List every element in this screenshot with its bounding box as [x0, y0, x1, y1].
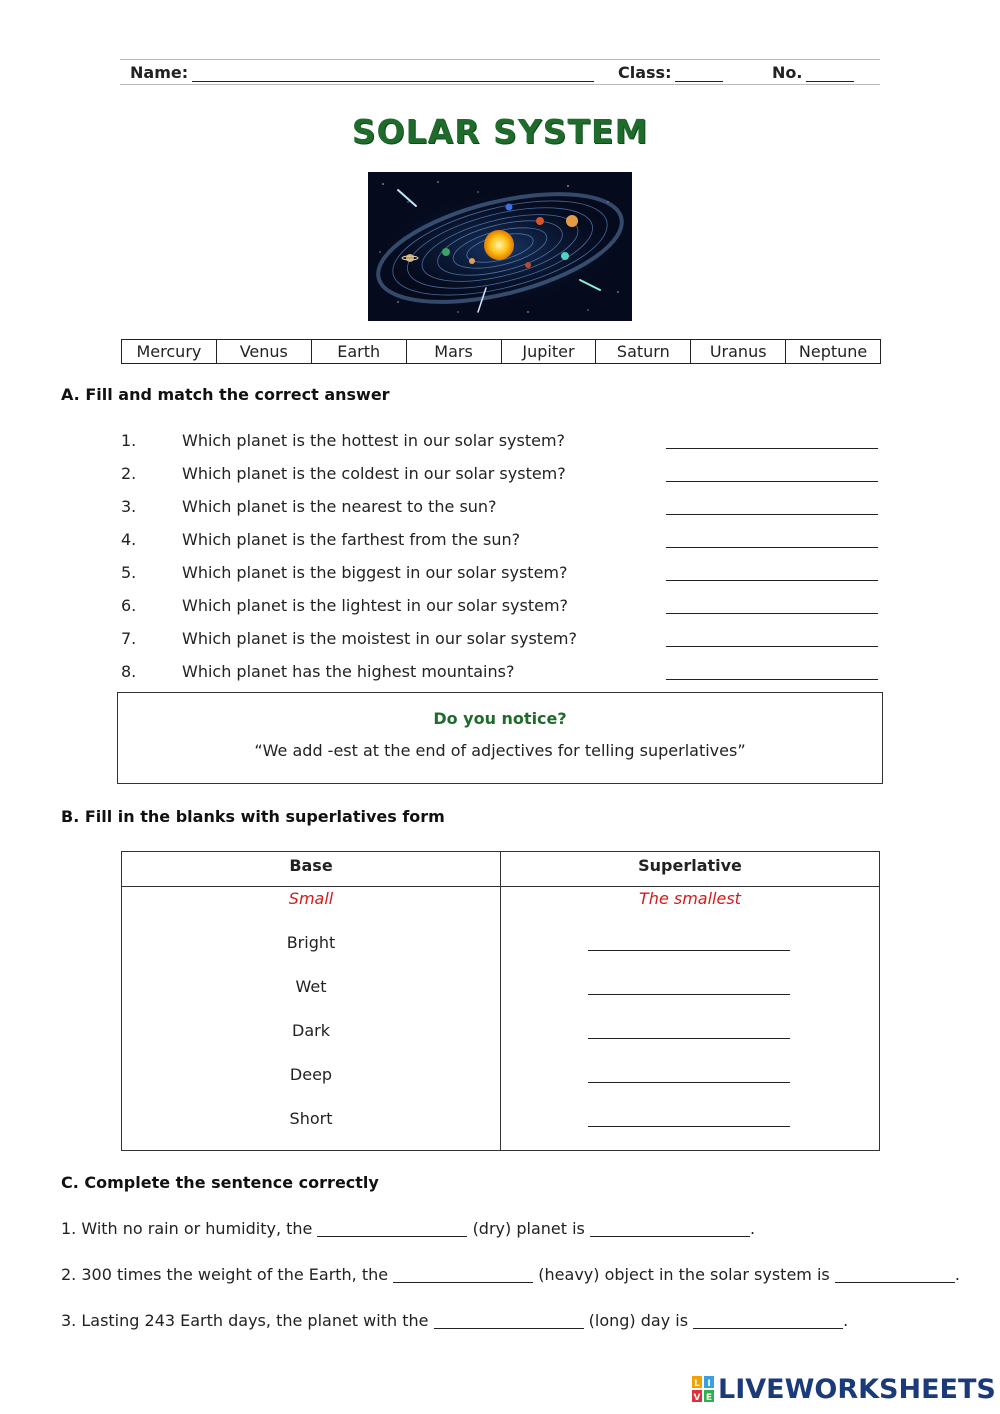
sentence-part: 1. With no rain or humidity, the [61, 1219, 313, 1238]
question-row [121, 530, 879, 554]
question-number: 5. [121, 563, 137, 582]
sentence-blank[interactable] [835, 1268, 955, 1283]
word-bank-planet: Earth [312, 340, 407, 363]
notice-text: “We add -est at the end of adjectives for telling superlatives” [254, 741, 746, 760]
logo-letter-l: L [694, 1379, 700, 1389]
question-number: 2. [121, 464, 137, 483]
sentence-end: . [954, 1265, 960, 1284]
number-label: No. [772, 63, 803, 82]
section-a-title: A. Fill and match the correct answer [61, 385, 390, 404]
word-bank-planet: Venus [217, 340, 312, 363]
example-superlative: The smallest [639, 889, 741, 908]
question-text: Which planet is the hottest in our solar system? [182, 431, 566, 450]
example-base: Small [288, 889, 334, 908]
answer-blank[interactable] [666, 646, 878, 647]
sentence-blank[interactable] [393, 1268, 533, 1283]
answer-blank[interactable] [666, 481, 878, 482]
solar-system-illustration [368, 172, 632, 321]
sentence-part: 3. Lasting 243 Earth days, the planet with the [61, 1311, 429, 1330]
base-word: Dark [292, 1021, 330, 1040]
solar-system-image [368, 172, 632, 321]
answer-blank[interactable] [666, 613, 878, 614]
logo-text: LIVEWORKSHEETS [718, 1373, 996, 1405]
logo-letter-e: E [705, 1393, 713, 1402]
base-column-header: Base [289, 856, 333, 875]
question-row [121, 662, 879, 686]
name-field[interactable] [130, 63, 188, 82]
sentence-part: 2. 300 times the weight of the Earth, the [61, 1265, 389, 1284]
question-text: Which planet is the nearest to the sun? [182, 497, 497, 516]
word-bank-planet: Neptune [798, 342, 868, 361]
header-strip [120, 59, 880, 85]
base-word: Short [289, 1109, 333, 1128]
name-blank[interactable] [192, 66, 594, 82]
liveworksheets-logo [692, 1374, 996, 1404]
notice-box [117, 692, 883, 784]
base-word: Deep [289, 1065, 333, 1084]
superlative-blank[interactable] [588, 1126, 790, 1127]
question-text: Which planet is the farthest from the sun? [182, 530, 521, 549]
class-blank[interactable] [675, 66, 723, 82]
question-text: Which planet is the coldest in our solar system? [182, 464, 566, 483]
word-bank-planet: Uranus [691, 340, 786, 363]
superlative-blank[interactable] [588, 1082, 790, 1083]
word-bank-planet: Mars [407, 340, 502, 363]
word-bank-planet: Saturn [596, 340, 691, 363]
sentence-row [61, 1311, 848, 1330]
question-number: 7. [121, 629, 137, 648]
logo-grid-icon [692, 1376, 714, 1402]
question-row [121, 596, 879, 620]
sentence-blank[interactable] [590, 1222, 750, 1237]
sentence-row [61, 1219, 755, 1238]
notice-title: Do you notice? [433, 709, 567, 728]
sentence-blank[interactable] [317, 1222, 467, 1237]
superlative-blank[interactable] [588, 950, 790, 951]
number-field[interactable] [772, 63, 802, 82]
logo-letter-v: V [693, 1393, 701, 1402]
sentence-blank[interactable] [434, 1314, 584, 1329]
superlative-blank[interactable] [588, 994, 790, 995]
sentence-part: (dry) planet is [472, 1219, 585, 1238]
sentence-blank[interactable] [693, 1314, 843, 1329]
superlatives-table [121, 851, 880, 1151]
question-number: 6. [121, 596, 137, 615]
question-number: 4. [121, 530, 137, 549]
name-label: Name: [130, 63, 189, 82]
question-row [121, 563, 879, 587]
superlative-blank[interactable] [588, 1038, 790, 1039]
section-c-title: C. Complete the sentence correctly [61, 1173, 379, 1192]
sentence-part: (heavy) object in the solar system is [538, 1265, 830, 1284]
question-row [121, 464, 879, 488]
answer-blank[interactable] [666, 514, 878, 515]
logo-letter-i: I [707, 1379, 711, 1389]
sentence-row [61, 1265, 960, 1284]
question-row [121, 629, 879, 653]
table-header-divider [122, 886, 879, 887]
answer-blank[interactable] [666, 547, 878, 548]
question-text: Which planet is the moistest in our solar system? [182, 629, 577, 648]
question-row [121, 497, 879, 521]
class-label: Class: [618, 63, 672, 82]
section-b-title: B. Fill in the blanks with superlatives form [61, 807, 445, 826]
question-text: Which planet has the highest mountains? [182, 662, 515, 681]
answer-blank[interactable] [666, 679, 878, 680]
answer-blank[interactable] [666, 448, 878, 449]
sentence-part: (long) day is [588, 1311, 689, 1330]
word-bank-planet: Mercury [122, 340, 217, 363]
number-blank[interactable] [806, 66, 854, 82]
question-text: Which planet is the biggest in our solar system? [182, 563, 568, 582]
question-row [121, 431, 879, 455]
planet-word-bank [121, 339, 881, 364]
question-text: Which planet is the lightest in our solar system? [182, 596, 569, 615]
sentence-end: . [749, 1219, 756, 1238]
superlative-column-header: Superlative [638, 856, 742, 875]
base-word: Wet [295, 977, 327, 996]
sentence-end: . [843, 1311, 849, 1330]
page-title: SOLAR SYSTEM [351, 112, 649, 151]
base-word: Bright [286, 933, 336, 952]
answer-blank[interactable] [666, 580, 878, 581]
word-bank-planet: Jupiter [502, 340, 597, 363]
question-number: 8. [121, 662, 137, 681]
class-field[interactable] [618, 63, 671, 82]
question-number: 1. [121, 431, 137, 450]
question-number: 3. [121, 497, 137, 516]
